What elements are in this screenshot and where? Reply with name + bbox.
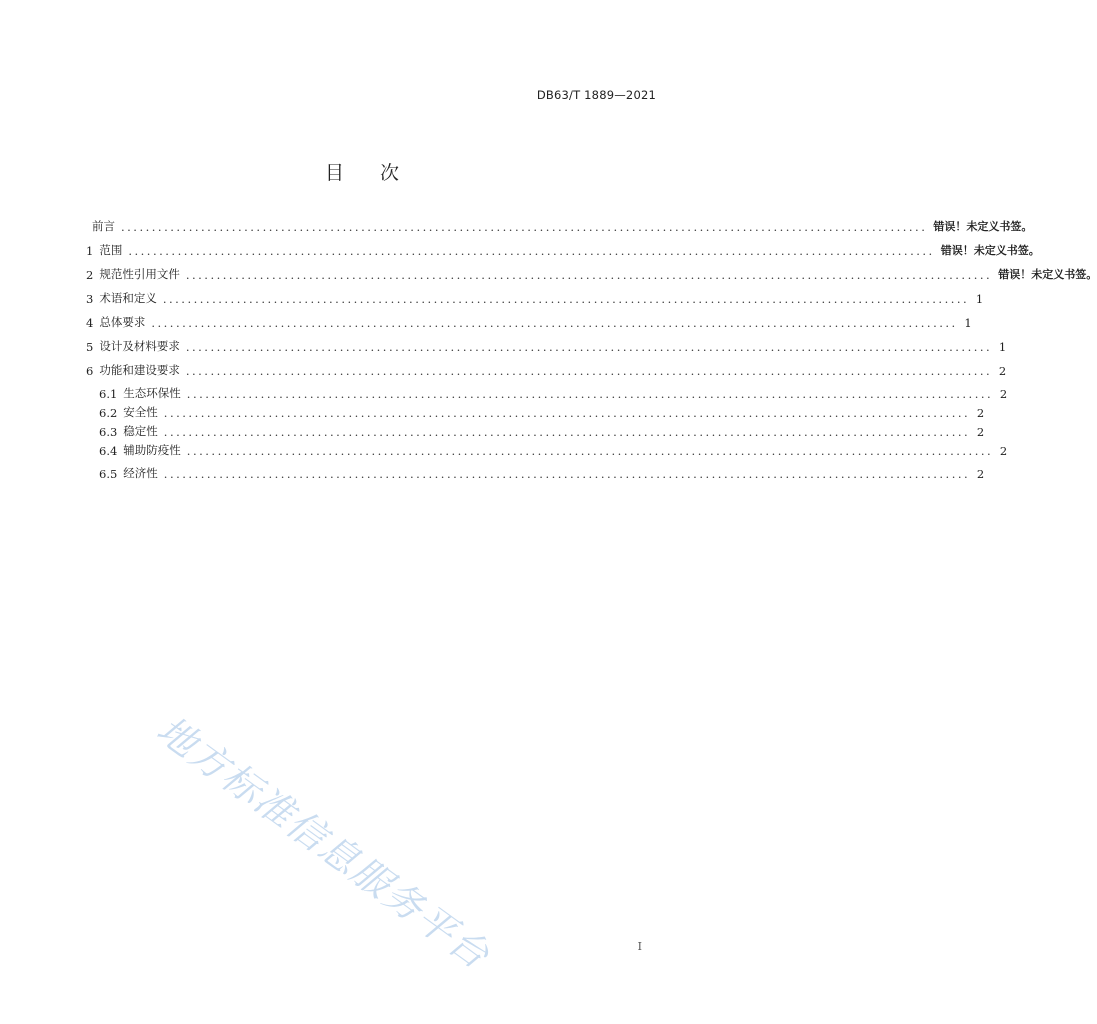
toc-entry-page: 2 (976, 406, 985, 420)
toc-entry-page: 2 (998, 364, 1007, 378)
toc-leader-dots: ................................................................................................................................... (186, 387, 994, 401)
toc-entry-general-requirements[interactable] (86, 314, 972, 330)
toc-leader-dots: ................................................................................................................................... (186, 444, 994, 458)
toc-entry-title: 总体要求 (99, 315, 146, 329)
toc-leader-dots: ................................................................................................................................... (162, 292, 970, 306)
toc-leader-dots: ................................................................................................................................... (163, 406, 971, 420)
toc-entry-number: 6 (86, 364, 94, 378)
toc-entry-number: 1 (86, 244, 94, 258)
toc-entry-page: 错误！未定义书签。 (940, 244, 1040, 257)
toc-entry-page: 2 (999, 444, 1008, 458)
toc-entry-safety[interactable] (99, 404, 985, 420)
toc-entry-page: 1 (998, 340, 1007, 354)
toc-entry-title: 生态环保性 (123, 386, 181, 400)
toc-entry-title: 范围 (99, 243, 123, 257)
document-code: DB63/T 1889—2021 (536, 88, 656, 102)
toc-leader-dots: ................................................................................................................................... (185, 268, 993, 282)
toc-leader-dots: ................................................................................................................................... (128, 244, 935, 258)
toc-leader-dots: ................................................................................................................................... (163, 425, 971, 439)
toc-heading-char-1: 目 (324, 162, 344, 184)
toc-entry-title: 设计及材料要求 (99, 339, 180, 353)
toc-entry-eco-friendliness[interactable] (99, 385, 1008, 401)
toc-entry-number: 4 (86, 316, 94, 330)
toc-entry-title: 规范性引用文件 (99, 267, 180, 281)
toc-leader-dots: ................................................................................................................................... (185, 340, 993, 354)
toc-entry-number: 2 (86, 268, 94, 282)
toc-heading (0, 158, 724, 185)
toc-entry-function-construction[interactable] (86, 362, 1007, 378)
page-number: I (637, 940, 642, 953)
toc-entry-stability[interactable] (99, 423, 985, 439)
toc-heading-char-2: 次 (380, 162, 400, 184)
toc-entry-economy[interactable] (99, 465, 985, 481)
toc-entry-number: 6.5 (99, 467, 118, 481)
toc-leader-dots: ................................................................................................................................... (163, 467, 971, 481)
toc-entry-number: 6.3 (99, 425, 118, 439)
toc-entry-number: 3 (86, 292, 94, 306)
toc-entry-title: 术语和定义 (99, 291, 157, 305)
toc-entry-page: 2 (999, 387, 1008, 401)
toc-entry-title: 功能和建设要求 (99, 363, 180, 377)
toc-entry-number: 5 (86, 340, 94, 354)
toc-leader-dots: ................................................................................................................................... (185, 364, 993, 378)
toc-entry-number: 6.2 (99, 406, 118, 420)
toc-entry-terms[interactable] (86, 290, 984, 306)
toc-entry-foreword[interactable] (86, 218, 1033, 234)
toc-entry-design-materials[interactable] (86, 338, 1007, 354)
toc-entry-title: 前言 (92, 219, 115, 233)
toc-entry-epidemic-prevention[interactable] (99, 442, 1008, 458)
toc-leader-dots: ................................................................................................................................... (121, 220, 928, 234)
toc-entry-number: 6.1 (99, 387, 118, 401)
toc-entry-page: 2 (976, 425, 985, 439)
toc-leader-dots: ................................................................................................................................... (151, 316, 958, 330)
toc-entry-title: 安全性 (123, 405, 158, 419)
toc-entry-title: 经济性 (123, 466, 158, 480)
toc-entry-number: 6.4 (99, 444, 118, 458)
toc-entry-normative-references[interactable] (86, 266, 1097, 282)
toc-entry-scope[interactable] (86, 242, 1040, 258)
toc-entry-page: 1 (975, 292, 984, 306)
toc-entry-page: 错误！未定义书签。 (933, 220, 1033, 233)
toc-entry-title: 稳定性 (123, 424, 158, 438)
watermark: 地方标准信息服务平台 (148, 707, 499, 979)
toc-entry-page: 错误！未定义书签。 (998, 268, 1097, 281)
toc-entry-page: 1 (964, 316, 972, 330)
toc-entry-page: 2 (976, 467, 985, 481)
toc-entry-title: 辅助防疫性 (123, 443, 181, 457)
